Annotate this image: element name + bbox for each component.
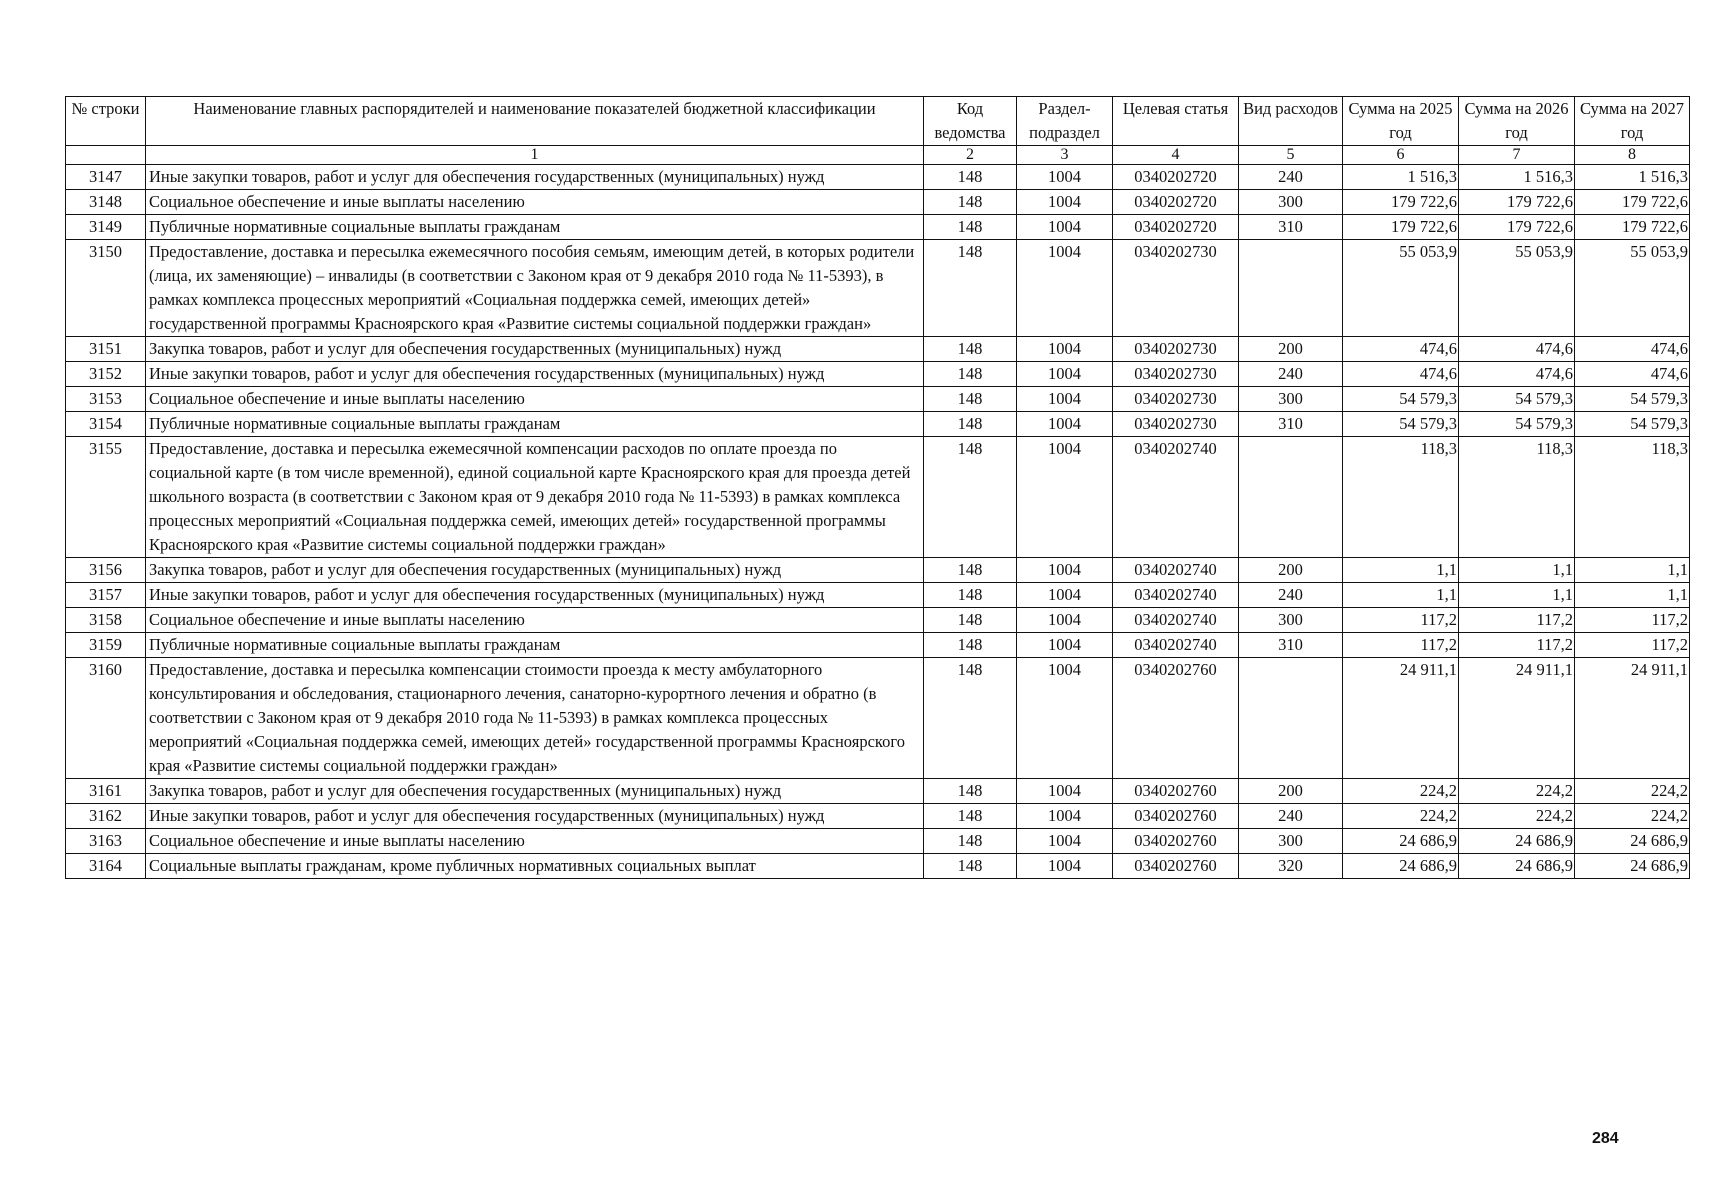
table-row xyxy=(66,165,1690,190)
row-number-cell: 3154 xyxy=(66,412,146,437)
name-cell: Иные закупки товаров, работ и услуг для обеспечения государственных (муниципальных) нужд xyxy=(146,165,924,190)
name-cell: Публичные нормативные социальные выплаты гражданам xyxy=(146,633,924,658)
table-body xyxy=(66,165,1690,879)
expense-type-cell xyxy=(1239,437,1343,558)
department-code-cell: 148 xyxy=(924,387,1017,412)
sum-2026-cell: 1,1 xyxy=(1459,583,1575,608)
sum-2025-cell: 118,3 xyxy=(1343,437,1459,558)
sum-2026-cell: 54 579,3 xyxy=(1459,412,1575,437)
sum-2027-cell: 117,2 xyxy=(1575,608,1690,633)
department-code-cell: 148 xyxy=(924,240,1017,337)
sum-2027-cell: 1,1 xyxy=(1575,583,1690,608)
column-index: 7 xyxy=(1459,146,1575,165)
department-code-cell: 148 xyxy=(924,362,1017,387)
column-index-row xyxy=(66,146,1690,165)
row-number-cell: 3149 xyxy=(66,215,146,240)
row-number-cell: 3153 xyxy=(66,387,146,412)
expense-type-cell: 200 xyxy=(1239,558,1343,583)
name-cell: Иные закупки товаров, работ и услуг для обеспечения государственных (муниципальных) нужд xyxy=(146,804,924,829)
expense-type-cell: 310 xyxy=(1239,215,1343,240)
row-number-cell: 3148 xyxy=(66,190,146,215)
target-article-cell: 0340202760 xyxy=(1113,854,1239,879)
sum-2027-cell: 1,1 xyxy=(1575,558,1690,583)
target-article-cell: 0340202720 xyxy=(1113,165,1239,190)
sum-2026-cell: 54 579,3 xyxy=(1459,387,1575,412)
expense-type-cell: 240 xyxy=(1239,165,1343,190)
sum-2026-cell: 24 686,9 xyxy=(1459,854,1575,879)
row-number-cell: 3157 xyxy=(66,583,146,608)
expense-type-cell: 240 xyxy=(1239,362,1343,387)
sum-2025-cell: 224,2 xyxy=(1343,804,1459,829)
sum-2026-cell: 117,2 xyxy=(1459,633,1575,658)
column-index: 1 xyxy=(146,146,924,165)
target-article-cell: 0340202740 xyxy=(1113,633,1239,658)
expense-type-cell: 300 xyxy=(1239,608,1343,633)
sum-2026-cell: 179 722,6 xyxy=(1459,190,1575,215)
expense-type-cell xyxy=(1239,240,1343,337)
name-cell: Социальное обеспечение и иные выплаты населению xyxy=(146,829,924,854)
sum-2026-cell: 224,2 xyxy=(1459,779,1575,804)
name-cell: Предоставление, доставка и пересылка ежемесячного пособия семьям, имеющим детей, в которых родители (лица, их заменяющие) – инвалиды (в соответствии с Законом края от 9 декабря 2010 года № 11-5393), в рамках комплекса процессных мероприятий «Социальная поддержка семей, имеющих детей» государственной программы Красноярского края «Развитие системы социальной поддержки граждан» xyxy=(146,240,924,337)
column-index: 6 xyxy=(1343,146,1459,165)
section-cell: 1004 xyxy=(1017,165,1113,190)
department-code-cell: 148 xyxy=(924,437,1017,558)
row-number-cell: 3164 xyxy=(66,854,146,879)
header-section: Раздел-подраздел xyxy=(1017,97,1113,146)
target-article-cell: 0340202730 xyxy=(1113,337,1239,362)
department-code-cell: 148 xyxy=(924,608,1017,633)
expense-type-cell: 200 xyxy=(1239,779,1343,804)
department-code-cell: 148 xyxy=(924,633,1017,658)
section-cell: 1004 xyxy=(1017,583,1113,608)
header-row xyxy=(66,97,1690,146)
row-number-cell: 3163 xyxy=(66,829,146,854)
section-cell: 1004 xyxy=(1017,804,1113,829)
table-row xyxy=(66,608,1690,633)
row-number-cell: 3159 xyxy=(66,633,146,658)
table-row xyxy=(66,240,1690,337)
sum-2026-cell: 1,1 xyxy=(1459,558,1575,583)
target-article-cell: 0340202740 xyxy=(1113,583,1239,608)
sum-2027-cell: 118,3 xyxy=(1575,437,1690,558)
sum-2026-cell: 474,6 xyxy=(1459,337,1575,362)
sum-2026-cell: 179 722,6 xyxy=(1459,215,1575,240)
expense-type-cell xyxy=(1239,658,1343,779)
expense-type-cell: 310 xyxy=(1239,633,1343,658)
expense-type-cell: 240 xyxy=(1239,804,1343,829)
row-number-cell: 3160 xyxy=(66,658,146,779)
sum-2027-cell: 55 053,9 xyxy=(1575,240,1690,337)
sum-2025-cell: 55 053,9 xyxy=(1343,240,1459,337)
name-cell: Социальное обеспечение и иные выплаты населению xyxy=(146,190,924,215)
target-article-cell: 0340202730 xyxy=(1113,362,1239,387)
expense-type-cell: 200 xyxy=(1239,337,1343,362)
header-target-article: Целевая статья xyxy=(1113,97,1239,146)
table-row xyxy=(66,633,1690,658)
table-row xyxy=(66,412,1690,437)
section-cell: 1004 xyxy=(1017,437,1113,558)
sum-2027-cell: 117,2 xyxy=(1575,633,1690,658)
name-cell: Предоставление, доставка и пересылка компенсации стоимости проезда к месту амбулаторного консультирования и обследования, стационарного лечения, санаторно-курортного лечения и обратно (в соответствии с Законом края от 9 декабря 2010 года № 11-5393) в рамках комплекса процессных мероприятий «Социальная поддержка семей, имеющих детей» государственной программы Красноярского края «Развитие системы социальной поддержки граждан» xyxy=(146,658,924,779)
name-cell: Закупка товаров, работ и услуг для обеспечения государственных (муниципальных) нужд xyxy=(146,337,924,362)
section-cell: 1004 xyxy=(1017,215,1113,240)
header-row-number: № строки xyxy=(66,97,146,146)
sum-2025-cell: 117,2 xyxy=(1343,633,1459,658)
sum-2027-cell: 54 579,3 xyxy=(1575,387,1690,412)
sum-2026-cell: 118,3 xyxy=(1459,437,1575,558)
section-cell: 1004 xyxy=(1017,240,1113,337)
expense-type-cell: 320 xyxy=(1239,854,1343,879)
row-number-cell: 3161 xyxy=(66,779,146,804)
department-code-cell: 148 xyxy=(924,215,1017,240)
name-cell: Иные закупки товаров, работ и услуг для обеспечения государственных (муниципальных) нужд xyxy=(146,583,924,608)
expense-type-cell: 300 xyxy=(1239,190,1343,215)
table-row xyxy=(66,362,1690,387)
table-row xyxy=(66,804,1690,829)
section-cell: 1004 xyxy=(1017,190,1113,215)
sum-2027-cell: 24 911,1 xyxy=(1575,658,1690,779)
row-number-cell: 3151 xyxy=(66,337,146,362)
sum-2025-cell: 24 911,1 xyxy=(1343,658,1459,779)
name-cell: Иные закупки товаров, работ и услуг для обеспечения государственных (муниципальных) нужд xyxy=(146,362,924,387)
expense-type-cell: 300 xyxy=(1239,387,1343,412)
target-article-cell: 0340202720 xyxy=(1113,190,1239,215)
header-department-code: Код ведомства xyxy=(924,97,1017,146)
sum-2025-cell: 224,2 xyxy=(1343,779,1459,804)
header-sum-2025: Сумма на 2025 год xyxy=(1343,97,1459,146)
sum-2027-cell: 224,2 xyxy=(1575,804,1690,829)
section-cell: 1004 xyxy=(1017,412,1113,437)
sum-2027-cell: 54 579,3 xyxy=(1575,412,1690,437)
name-cell: Закупка товаров, работ и услуг для обеспечения государственных (муниципальных) нужд xyxy=(146,779,924,804)
table-row xyxy=(66,829,1690,854)
sum-2027-cell: 224,2 xyxy=(1575,779,1690,804)
section-cell: 1004 xyxy=(1017,658,1113,779)
row-number-cell: 3162 xyxy=(66,804,146,829)
sum-2026-cell: 474,6 xyxy=(1459,362,1575,387)
sum-2025-cell: 474,6 xyxy=(1343,362,1459,387)
name-cell: Предоставление, доставка и пересылка ежемесячной компенсации расходов по оплате проезда по социальной карте (в том числе временной), единой социальной карте Красноярского края для проезда детей школьного возраста (в соответствии с Законом края от 9 декабря 2010 года № 11-5393) в рамках комплекса процессных мероприятий «Социальная поддержка семей, имеющих детей» государственной программы Красноярского края «Развитие системы социальной поддержки граждан» xyxy=(146,437,924,558)
sum-2025-cell: 474,6 xyxy=(1343,337,1459,362)
sum-2025-cell: 24 686,9 xyxy=(1343,854,1459,879)
name-cell: Социальное обеспечение и иные выплаты населению xyxy=(146,387,924,412)
column-index xyxy=(66,146,146,165)
section-cell: 1004 xyxy=(1017,387,1113,412)
section-cell: 1004 xyxy=(1017,362,1113,387)
sum-2027-cell: 179 722,6 xyxy=(1575,190,1690,215)
row-number-cell: 3152 xyxy=(66,362,146,387)
sum-2027-cell: 24 686,9 xyxy=(1575,854,1690,879)
row-number-cell: 3156 xyxy=(66,558,146,583)
table-row xyxy=(66,215,1690,240)
department-code-cell: 148 xyxy=(924,804,1017,829)
target-article-cell: 0340202740 xyxy=(1113,558,1239,583)
department-code-cell: 148 xyxy=(924,165,1017,190)
sum-2027-cell: 474,6 xyxy=(1575,337,1690,362)
target-article-cell: 0340202760 xyxy=(1113,829,1239,854)
header-name: Наименование главных распорядителей и наименование показателей бюджетной классификации xyxy=(146,97,924,146)
sum-2025-cell: 24 686,9 xyxy=(1343,829,1459,854)
column-index: 5 xyxy=(1239,146,1343,165)
row-number-cell: 3150 xyxy=(66,240,146,337)
header-expense-type: Вид расходов xyxy=(1239,97,1343,146)
department-code-cell: 148 xyxy=(924,558,1017,583)
department-code-cell: 148 xyxy=(924,854,1017,879)
row-number-cell: 3147 xyxy=(66,165,146,190)
sum-2026-cell: 1 516,3 xyxy=(1459,165,1575,190)
section-cell: 1004 xyxy=(1017,779,1113,804)
table-row xyxy=(66,190,1690,215)
sum-2026-cell: 24 911,1 xyxy=(1459,658,1575,779)
sum-2027-cell: 179 722,6 xyxy=(1575,215,1690,240)
target-article-cell: 0340202760 xyxy=(1113,804,1239,829)
target-article-cell: 0340202760 xyxy=(1113,658,1239,779)
table-row xyxy=(66,658,1690,779)
sum-2026-cell: 55 053,9 xyxy=(1459,240,1575,337)
department-code-cell: 148 xyxy=(924,583,1017,608)
header-sum-2027: Сумма на 2027 год xyxy=(1575,97,1690,146)
page-number: 284 xyxy=(1592,1130,1619,1147)
name-cell: Социальное обеспечение и иные выплаты населению xyxy=(146,608,924,633)
table-row xyxy=(66,558,1690,583)
row-number-cell: 3155 xyxy=(66,437,146,558)
table-row xyxy=(66,437,1690,558)
section-cell: 1004 xyxy=(1017,558,1113,583)
department-code-cell: 148 xyxy=(924,190,1017,215)
sum-2025-cell: 117,2 xyxy=(1343,608,1459,633)
expense-type-cell: 300 xyxy=(1239,829,1343,854)
budget-table xyxy=(65,96,1690,879)
target-article-cell: 0340202730 xyxy=(1113,240,1239,337)
sum-2027-cell: 24 686,9 xyxy=(1575,829,1690,854)
section-cell: 1004 xyxy=(1017,829,1113,854)
sum-2026-cell: 117,2 xyxy=(1459,608,1575,633)
sum-2025-cell: 1 516,3 xyxy=(1343,165,1459,190)
expense-type-cell: 240 xyxy=(1239,583,1343,608)
target-article-cell: 0340202740 xyxy=(1113,608,1239,633)
sum-2025-cell: 179 722,6 xyxy=(1343,190,1459,215)
section-cell: 1004 xyxy=(1017,854,1113,879)
target-article-cell: 0340202730 xyxy=(1113,387,1239,412)
target-article-cell: 0340202760 xyxy=(1113,779,1239,804)
name-cell: Публичные нормативные социальные выплаты гражданам xyxy=(146,412,924,437)
sum-2027-cell: 474,6 xyxy=(1575,362,1690,387)
sum-2025-cell: 54 579,3 xyxy=(1343,412,1459,437)
column-index: 8 xyxy=(1575,146,1690,165)
department-code-cell: 148 xyxy=(924,829,1017,854)
name-cell: Социальные выплаты гражданам, кроме публичных нормативных социальных выплат xyxy=(146,854,924,879)
table-row xyxy=(66,583,1690,608)
table-row xyxy=(66,854,1690,879)
name-cell: Закупка товаров, работ и услуг для обеспечения государственных (муниципальных) нужд xyxy=(146,558,924,583)
sum-2025-cell: 1,1 xyxy=(1343,583,1459,608)
sum-2026-cell: 224,2 xyxy=(1459,804,1575,829)
department-code-cell: 148 xyxy=(924,658,1017,779)
target-article-cell: 0340202740 xyxy=(1113,437,1239,558)
column-index: 3 xyxy=(1017,146,1113,165)
sum-2025-cell: 1,1 xyxy=(1343,558,1459,583)
row-number-cell: 3158 xyxy=(66,608,146,633)
target-article-cell: 0340202720 xyxy=(1113,215,1239,240)
table-row xyxy=(66,337,1690,362)
column-index: 2 xyxy=(924,146,1017,165)
department-code-cell: 148 xyxy=(924,337,1017,362)
section-cell: 1004 xyxy=(1017,608,1113,633)
name-cell: Публичные нормативные социальные выплаты гражданам xyxy=(146,215,924,240)
department-code-cell: 148 xyxy=(924,779,1017,804)
table-row xyxy=(66,387,1690,412)
sum-2027-cell: 1 516,3 xyxy=(1575,165,1690,190)
column-index: 4 xyxy=(1113,146,1239,165)
target-article-cell: 0340202730 xyxy=(1113,412,1239,437)
header-sum-2026: Сумма на 2026 год xyxy=(1459,97,1575,146)
table-row xyxy=(66,779,1690,804)
sum-2025-cell: 179 722,6 xyxy=(1343,215,1459,240)
department-code-cell: 148 xyxy=(924,412,1017,437)
expense-type-cell: 310 xyxy=(1239,412,1343,437)
sum-2026-cell: 24 686,9 xyxy=(1459,829,1575,854)
section-cell: 1004 xyxy=(1017,337,1113,362)
sum-2025-cell: 54 579,3 xyxy=(1343,387,1459,412)
section-cell: 1004 xyxy=(1017,633,1113,658)
